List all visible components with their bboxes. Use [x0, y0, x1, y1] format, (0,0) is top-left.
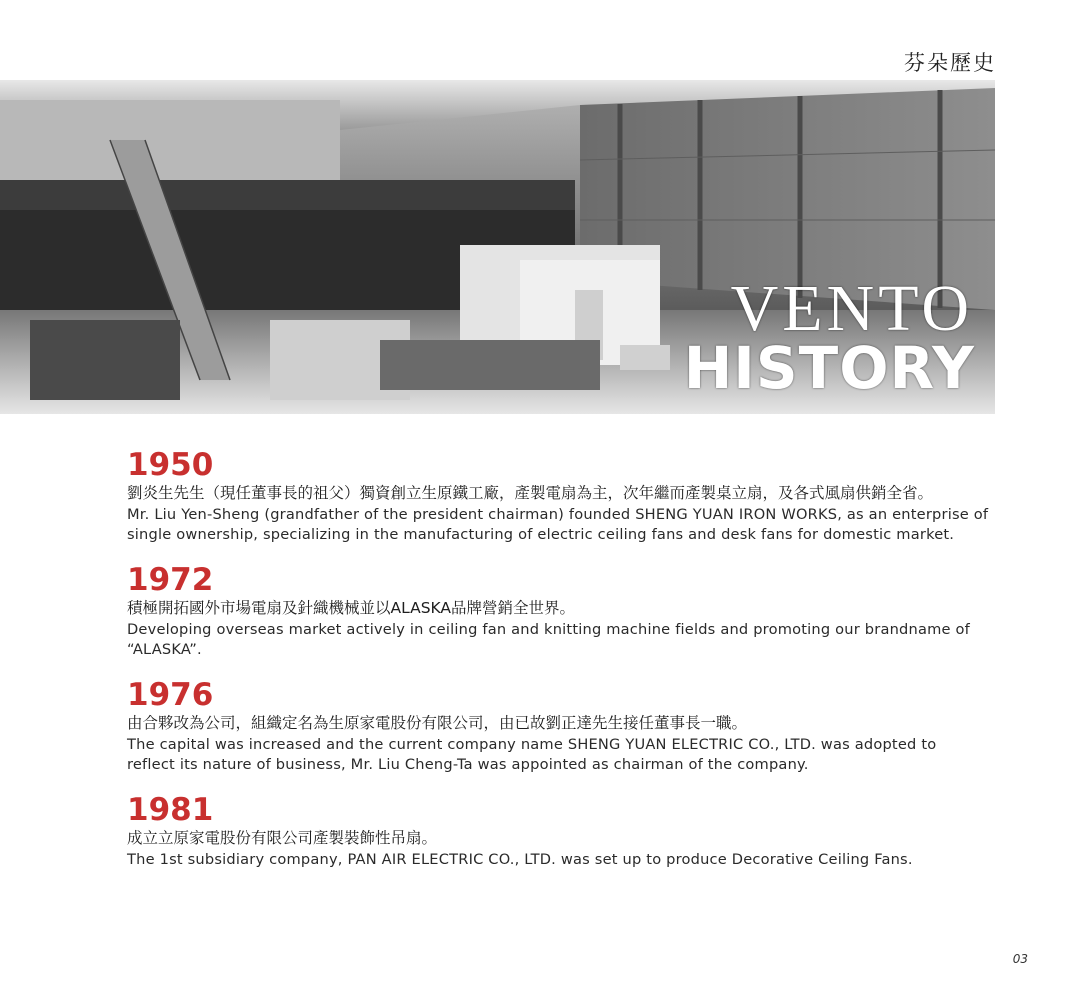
factory-photo [0, 80, 995, 414]
timeline-text-en: The capital was increased and the current company name SHENG YUAN ELECTRIC CO., LTD. was adopted to reflect its nature of business, Mr. Liu Cheng-Ta was appointed as chairman of the company. [127, 736, 937, 773]
hero-title-history: HISTORY [683, 334, 975, 402]
timeline-entry-1976 [127, 678, 989, 775]
timeline-year: 1950 [127, 447, 214, 483]
timeline-text-en: The 1st subsidiary company, PAN AIR ELECTRIC CO., LTD. was set up to produce Decorative Ceiling Fans. [127, 851, 913, 868]
timeline-text-en: Developing overseas market actively in ceiling fan and knitting machine fields and promoting our brandname of “ALASKA”. [127, 621, 970, 658]
timeline-entry-1972 [127, 563, 989, 660]
timeline-text-zh: 劉炎生先生（現任董事長的祖父）獨資創立生原鐵工廠，產製電扇為主，次年繼而產製桌立扇，及各式風扇供銷全省。 [127, 484, 934, 502]
timeline-entry-1981 [127, 793, 989, 870]
timeline-text-en: Mr. Liu Yen-Sheng (grandfather of the president chairman) founded SHENG YUAN IRON WORKS, as an enterprise of single ownership, specializing in the manufacturing of electric ceiling fans and desk fans for domestic market. [127, 506, 989, 543]
timeline-text-zh: 積極開拓國外市場電扇及針織機械並以ALASKA品牌營銷全世界。 [127, 599, 576, 617]
timeline-entry-1950 [127, 448, 989, 545]
timeline [127, 448, 989, 888]
page-number: 03 [1012, 952, 1028, 966]
page-title: 芬朵歷史 [904, 51, 996, 75]
hero-title-vento: VENTO [730, 272, 973, 345]
timeline-year: 1981 [127, 792, 214, 828]
timeline-text-zh: 由合夥改為公司，組織定名為生原家電股份有限公司，由已故劉正達先生接任董事長一職。 [127, 714, 748, 732]
timeline-text-zh: 成立立原家電股份有限公司產製裝飾性吊扇。 [127, 829, 438, 847]
timeline-year: 1976 [127, 677, 214, 713]
timeline-year: 1972 [127, 562, 214, 598]
